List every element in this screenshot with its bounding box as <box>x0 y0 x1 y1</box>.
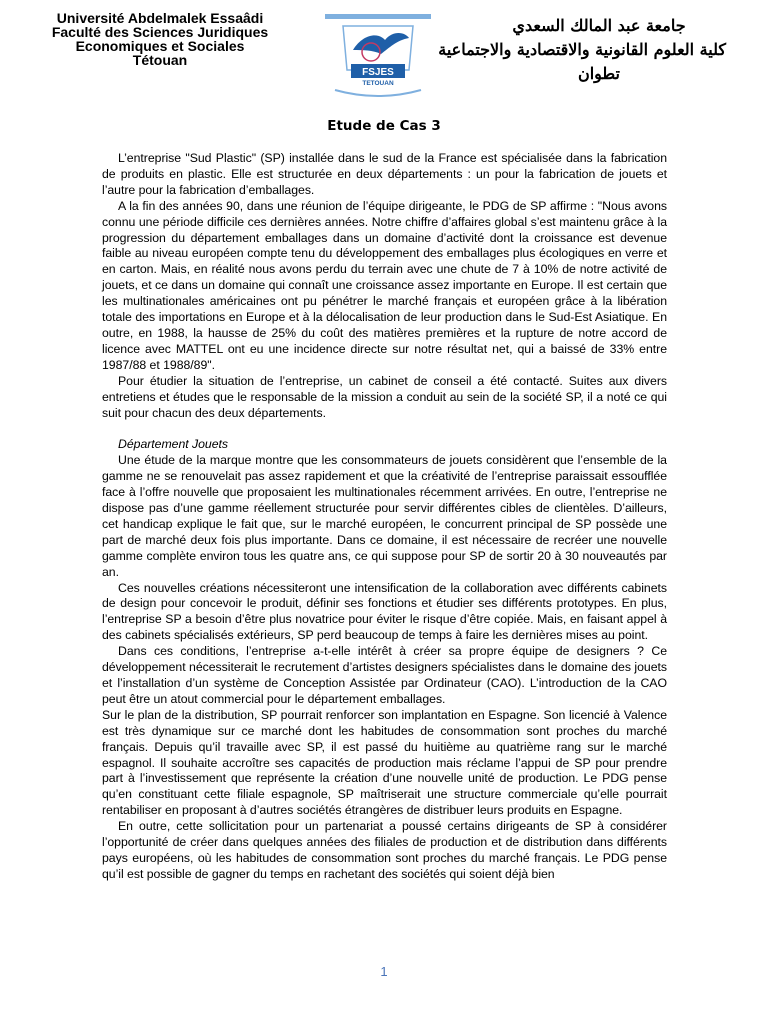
document-body <box>102 151 667 883</box>
paragraph: Ces nouvelles créations nécessiteront une intensification de la collaboration avec différents cabinets de design pour concevoir le produit, définir ses fonctions et étudier ses différents prototypes. En plus, l’entreprise SP a besoin d’être plus novatrice pour éviter le risque d’être copiée. Mais, en faisant appel à des cabinets spécialisés extérieurs, SP perd beaucoup de temps à faire les dernières mises au point. <box>102 580 667 643</box>
university-name-arabic <box>438 14 726 86</box>
logo-subtext: TETOUAN <box>362 80 394 87</box>
header-line: Faculté des Sciences Juridiques <box>51 24 269 40</box>
paragraph: Dans ces conditions, l’entreprise a-t-elle intérêt à créer sa propre équipe de designers ? Ce développement nécessiterait le recrutement d’artistes designers spécialistes dans le domaine des jouets et l’installation d’un système de Conception Assistée par Ordinateur (CAO). L’introduction de la CAO peut être un atout commercial pour le département emballages. <box>102 644 667 706</box>
university-name-french <box>40 11 280 67</box>
paragraph: L’entreprise "Sud Plastic" (SP) installée dans le sud de la France est spécialisée dans la fabrication de produits en plastic. Elle est structurée en deux départements : un pour la fabrication de jouets et l’autre pour la fabrication d’emballages. <box>102 151 667 197</box>
header-line: جامعة عبد المالك السعدي <box>512 16 686 35</box>
paragraph: A la fin des années 90, dans une réunion de l’équipe dirigeante, le PDG de SP affirme : "Nous avons connu une période difficile ces dernières années. Notre chiffre d’affaires global s’est maintenu grâce à la progression du département emballages dans un domaine d’activité dont la croissance est devenue faible au niveau européen compte tenu du développement des emballages plus écologiques en verre et en carton. Mais, en réalité nous avons perdu du terrain avec une chute de 7 à 10% de notre activité de jouets, et ce dans un domaine qui connaît une croissance assez importante en Europe. Il est certain que les multinationales américaines ont pu pénétrer le marché français et européen grâce à la libération totale des importations en Europe et à la délocalisation de leur production dans le Sud-Est Asiatique. En outre, en 1988, la hausse de 25% du coût des matières premières et la rupture de notre accord de licence avec MATTEL ont eu une incidence directe sur notre résultat net, qui a baissé de 33% entre 1987/88 et 1988/89". <box>102 198 667 372</box>
page-header <box>0 0 768 108</box>
fsjes-logo <box>323 10 433 102</box>
logo-text: FSJES <box>362 67 394 78</box>
paragraph: Une étude de la marque montre que les consommateurs de jouets considèrent que l’ensemble de la gamme ne se renouvelait pas assez rapidement et que la créativité de l’entreprise paraissait essoufflée face à l’offre nouvelle que proposaient les multinationales récemment arrivées. En outre, l’entreprise ne dispose pas d’une gamme réellement structurée pour servir différentes cibles de clientèles. D’ailleurs, cet handicap explique le fait que, sur le marché européen, le concurrent principal de SP possède une part de marché deux fois plus importante. Dans ce domaine, il est nécessaire de recréer une nouvelle gamme complète environ tous les quatre ans, ce qui suppose pour SP de sortir 20 à 30 nouveautés par an. <box>102 453 667 579</box>
paragraph: Pour étudier la situation de l’entreprise, un cabinet de conseil a été contacté. Suites aux divers entretiens et études que le responsable de la mission a conduit au sein de la société SP, il a noté ce qui suit pour chacun des deux départements. <box>102 373 667 420</box>
logo-top-banner <box>325 14 431 19</box>
header-line: Université Abdelmalek Essaâdi <box>56 10 264 26</box>
logo-arc <box>335 90 421 96</box>
header-line: كلية العلوم القانونية والاقتصادية والاجتماعية <box>438 40 726 59</box>
header-line: Economiques et Sociales <box>75 38 245 54</box>
page-number: 1 <box>380 964 388 979</box>
paragraph: Sur le plan de la distribution, SP pourrait renforcer son implantation en Espagne. Son licencié à Valence est très dynamique sur ce marché dont les habitudes de consommation sont proches du marché français. Depuis qu’il travaille avec SP, il est passé du huitième au quatrième rang sur le marché espagnol. Il souhaite accroître ses capacités de production mais réclame l’appui de SP pour prendre part à l’investissement que représente la création d’une nouvelle unité de production. Le PDG pense qu’en constituant cette filiale espagnole, SP maîtriserait une structure commerciale qu’elle pourrait rentabiliser en proposant à d’autres sociétés étrangères de distribuer leurs produits en Espagne. <box>102 707 667 818</box>
document-title: Etude de Cas 3 <box>327 118 441 134</box>
header-line: Tétouan <box>132 52 188 68</box>
header-line: تطوان <box>577 64 621 83</box>
section-title: Département Jouets <box>118 437 229 452</box>
paragraph: En outre, cette sollicitation pour un partenariat a poussé certains dirigeants de SP à considérer l’opportunité de créer dans quelques années des filiales de production et de distribution dans différents pays européens, où les habitudes de consommation sont proches du marché français. Le PDG pense qu’il est possible de gagner du temps en rachetant des sociétés qui soient déjà bien <box>102 819 667 881</box>
